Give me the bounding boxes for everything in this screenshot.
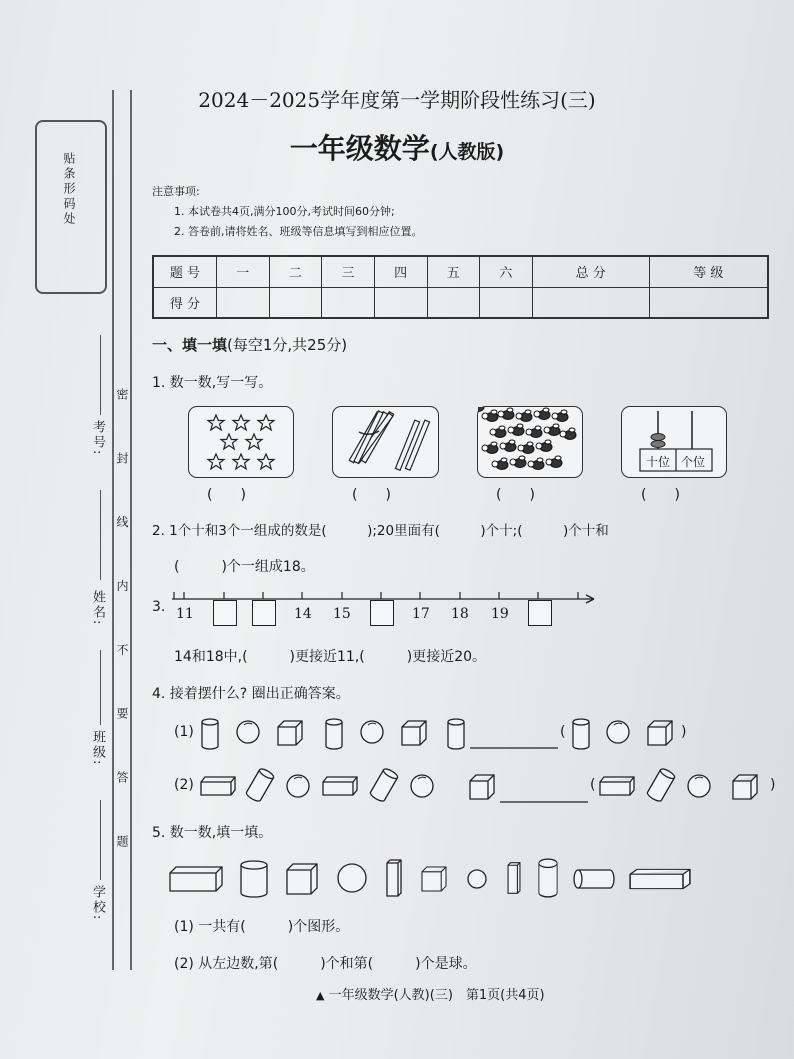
q4-row2-shapes — [196, 766, 786, 808]
stars-icon — [189, 407, 293, 477]
q4-open-paren: ( — [560, 724, 566, 740]
section-name: 一、填一填 — [152, 336, 228, 354]
barcode-label: 贴条形码处 — [62, 152, 76, 227]
question-1: 1. 数一数,写一写。 — [152, 375, 273, 391]
footer — [316, 984, 545, 1003]
score-header-cell: 三 — [322, 256, 375, 287]
question-3-label: 3. — [152, 599, 166, 615]
notes — [152, 182, 423, 242]
exam-number-label: 考号: — [90, 420, 105, 457]
number-label: 15 — [333, 606, 351, 622]
subject-title — [0, 127, 794, 167]
q4-open-paren: ( — [590, 777, 596, 793]
question-5-part1: (1) 一共有( )个图形。 — [174, 919, 350, 935]
number-label: 11 — [176, 606, 194, 622]
answer-box[interactable] — [213, 600, 237, 626]
seal-line-text: 密 封 线 内 不 要 答 题 — [115, 388, 129, 871]
question-2-line2: ( )个一组成18。 — [174, 559, 315, 575]
name-label: 姓名: — [90, 590, 105, 627]
name-blank[interactable] — [100, 490, 101, 580]
edition: (人教版) — [429, 141, 505, 163]
score-cell[interactable] — [374, 287, 427, 318]
bees-icon — [478, 407, 582, 477]
answer-blank[interactable]: ( ) — [496, 487, 535, 503]
answer-blank[interactable]: ( ) — [352, 487, 391, 503]
tens-label: 十位 — [646, 455, 671, 469]
score-cell[interactable] — [532, 287, 649, 318]
footer-text: 一年级数学(人教)(三) 第1页(共4页) — [328, 988, 545, 1003]
question-3-text: 14和18中,( )更接近11,( )更接近20。 — [174, 649, 487, 665]
score-header-cell: 总 分 — [532, 256, 649, 287]
subject-name: 一年级数学 — [289, 132, 430, 165]
score-header-cell: 题 号 — [153, 256, 217, 287]
answer-box[interactable] — [370, 600, 394, 626]
section-title — [152, 334, 347, 355]
score-header-cell: 二 — [269, 256, 322, 287]
class-blank[interactable] — [100, 650, 101, 725]
q4-row2-label: (2) — [174, 777, 194, 793]
question-5: 5. 数一数,填一填。 — [152, 825, 273, 841]
score-table — [152, 255, 769, 319]
score-cell[interactable] — [322, 287, 375, 318]
number-label: 17 — [412, 606, 430, 622]
answer-box[interactable] — [252, 600, 276, 626]
score-header-cell: 五 — [427, 256, 480, 287]
score-header-cell: 六 — [480, 256, 533, 287]
question-2-line1: 2. 1个十和3个一组成的数是( );20里面有( )个十;( )个十和 — [152, 523, 609, 539]
abacus-box — [621, 406, 727, 478]
score-header-cell: 一 — [217, 256, 270, 287]
number-label: 14 — [294, 606, 312, 622]
logo-icon: ▲ — [316, 989, 325, 1002]
question-5-part2: (2) 从左边数,第( )个和第( )个是球。 — [174, 956, 477, 972]
school-label: 学校: — [90, 885, 105, 922]
q4-close-paren: ) — [681, 724, 687, 740]
abacus-icon — [622, 407, 726, 477]
stars-box — [188, 406, 294, 478]
answer-blank[interactable]: ( ) — [641, 487, 680, 503]
score-header-cell: 等 级 — [649, 256, 768, 287]
score-cell[interactable] — [480, 287, 533, 318]
number-label: 18 — [451, 606, 469, 622]
class-label: 班级: — [90, 730, 105, 767]
answer-blank[interactable]: ( ) — [207, 487, 246, 503]
note-item: 1. 本试卷共4页,满分100分,考试时间60分钟; — [174, 205, 395, 218]
number-label: 19 — [491, 606, 509, 622]
score-cell[interactable] — [649, 287, 768, 318]
exam-number-blank[interactable] — [100, 335, 101, 415]
score-cell[interactable] — [427, 287, 480, 318]
school-blank[interactable] — [100, 800, 101, 880]
question-4: 4. 接着摆什么? 圈出正确答案。 — [152, 686, 350, 702]
score-cell[interactable] — [269, 287, 322, 318]
exam-title: 2024－2025学年度第一学期阶段性练习(三) — [198, 88, 596, 112]
score-cell[interactable] — [217, 287, 270, 318]
q4-close-paren: ) — [770, 777, 776, 793]
q4-row1-label: (1) — [174, 724, 194, 740]
sticks-icon — [333, 407, 438, 477]
ones-label: 个位 — [681, 455, 706, 469]
score-row-label: 得 分 — [153, 287, 217, 318]
q5-shapes — [168, 855, 698, 899]
bees-box — [477, 406, 583, 478]
notes-heading: 注意事项: — [152, 185, 200, 198]
section-note: (每空1分,共25分) — [227, 336, 348, 354]
score-header-cell: 四 — [374, 256, 427, 287]
answer-box[interactable] — [528, 600, 552, 626]
note-item: 2. 答卷前,请将姓名、班级等信息填写到相应位置。 — [174, 225, 423, 238]
sticks-box — [332, 406, 439, 478]
